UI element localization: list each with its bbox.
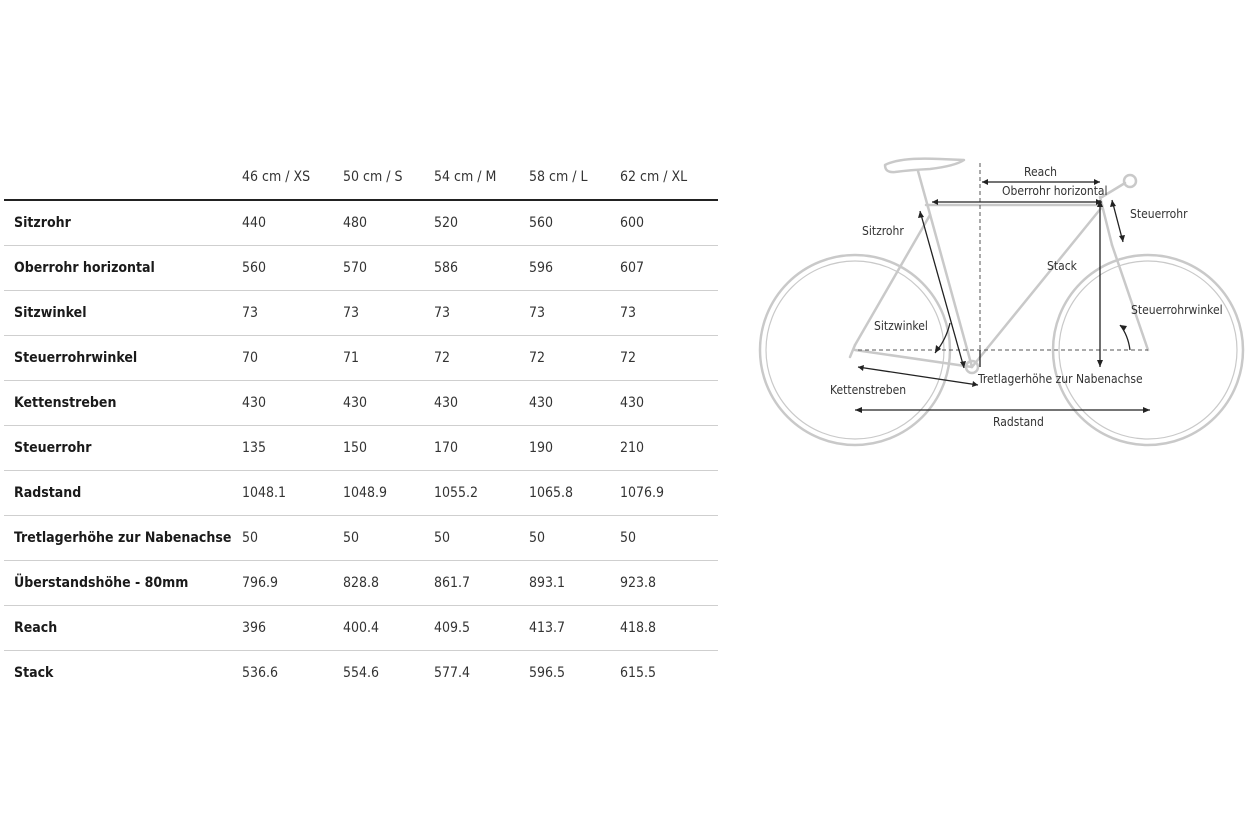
row-value: 1048.1: [242, 471, 343, 516]
row-value: 536.6: [242, 665, 279, 681]
geometry-table-header: [4, 155, 718, 200]
row-value: 135: [242, 426, 343, 471]
head-tube-arrow-bottom: [1119, 235, 1125, 242]
row-value: 50: [343, 516, 434, 561]
row-value: 607: [620, 246, 718, 291]
row-value: 50: [242, 516, 343, 561]
row-label: Sitzrohr: [4, 200, 242, 246]
row-value: 520: [434, 200, 529, 246]
head-tube-arrow-top: [1110, 200, 1116, 207]
saddle: [885, 159, 964, 173]
row-value: 1055.2: [434, 471, 529, 516]
row-value: 828.8: [343, 561, 434, 606]
row-value: 560: [529, 200, 620, 246]
table-row: [4, 606, 718, 651]
row-label: Kettenstreben: [4, 381, 242, 426]
label-stack: Stack: [1047, 259, 1077, 273]
row-value: 409.5: [434, 606, 529, 651]
header-empty-cell: [4, 155, 242, 200]
table-row: [4, 336, 718, 381]
table-row: [4, 561, 718, 606]
label-seat-angle: Sitzwinkel: [874, 319, 928, 333]
wheelbase-arrow-left: [855, 407, 862, 413]
row-value: 893.1: [529, 561, 620, 606]
row-label: Radstand: [4, 471, 242, 516]
header-size-l: 58 cm / L: [529, 155, 620, 200]
row-value: 73: [620, 291, 718, 336]
table-row: [4, 291, 718, 336]
table-row: [4, 651, 718, 696]
row-value: 70: [242, 336, 343, 381]
table-row: [4, 516, 718, 561]
row-value: 72: [434, 336, 529, 381]
row-label: Steuerrohr: [4, 426, 242, 471]
wheelbase-arrow-right: [1143, 407, 1150, 413]
row-value: 50: [620, 516, 718, 561]
row-value: 577.4: [434, 665, 471, 681]
label-head-tube: Steuerrohr: [1130, 207, 1188, 221]
label-chainstays: Kettenstreben: [830, 383, 907, 397]
row-value: 586: [434, 246, 529, 291]
geometry-table: [4, 155, 718, 695]
row-value: 50: [529, 516, 620, 561]
row-value: 596.5: [529, 665, 566, 681]
row-value: 480: [343, 200, 434, 246]
row-value: 570: [343, 246, 434, 291]
table-row: [4, 471, 718, 516]
down-tube: [972, 207, 1102, 367]
row-label: Sitzwinkel: [4, 291, 242, 336]
table-row: [4, 200, 718, 246]
chain-stay: [855, 350, 972, 367]
row-label: Reach: [4, 606, 242, 651]
row-label: Oberrohr horizontal: [4, 246, 242, 291]
row-value: 560: [242, 246, 343, 291]
row-value: 596: [529, 246, 620, 291]
table-header-row: [4, 155, 718, 200]
row-value: 430: [343, 381, 434, 426]
header-size-xs: 46 cm / XS: [242, 155, 343, 200]
row-value: 1048.9: [343, 471, 434, 516]
row-value: 72: [529, 336, 620, 381]
row-value: 73: [529, 291, 620, 336]
bike-geometry-diagram: [750, 145, 1260, 465]
header-size-xl: 62 cm / XL: [620, 155, 718, 200]
row-value: 73: [434, 291, 529, 336]
head-tube: [1100, 197, 1112, 245]
stack-arrow-bottom: [1097, 360, 1103, 367]
reach-arrow-left: [982, 179, 988, 185]
row-value: 1076.9: [620, 471, 718, 516]
row-value: 190: [529, 426, 620, 471]
row-label: Steuerrohrwinkel: [4, 336, 242, 381]
chainstay-arrow-left: [858, 365, 864, 371]
label-bb-drop: Tretlagerhöhe zur Nabenachse: [978, 372, 1143, 386]
row-label: Stack: [14, 665, 54, 681]
head-angle-arrow: [1120, 325, 1127, 331]
label-top-tube: Oberrohr horizontal: [1002, 184, 1108, 198]
table-row: [4, 426, 718, 471]
row-value: 72: [620, 336, 718, 381]
row-value: 413.7: [529, 606, 620, 651]
geometry-table-body: [4, 200, 718, 695]
row-value: 73: [343, 291, 434, 336]
row-value: 430: [242, 381, 343, 426]
label-reach: Reach: [1024, 165, 1057, 179]
table-row: [4, 246, 718, 291]
row-value: 600: [620, 200, 718, 246]
label-head-angle: Steuerrohrwinkel: [1131, 303, 1223, 317]
row-value: 210: [620, 426, 718, 471]
row-value: 396: [242, 606, 343, 651]
row-value: 861.7: [434, 561, 529, 606]
row-value: 50: [434, 516, 529, 561]
seatpost: [918, 171, 928, 207]
row-value: 150: [343, 426, 434, 471]
header-size-m: 54 cm / M: [434, 155, 529, 200]
row-value: 430: [620, 381, 718, 426]
row-label: Tretlagerhöhe zur Nabenachse: [4, 516, 242, 561]
row-value: 430: [434, 381, 529, 426]
row-value: 71: [343, 336, 434, 381]
label-wheelbase: Radstand: [993, 415, 1044, 429]
header-size-s: 50 cm / S: [343, 155, 434, 200]
row-value: 73: [242, 291, 343, 336]
seat-tube-dimension: [920, 211, 964, 368]
row-value: 418.8: [620, 606, 718, 651]
seat-tube-arrow-top: [918, 211, 924, 218]
table-row: [4, 381, 718, 426]
row-value: 923.8: [620, 561, 718, 606]
row-value: 440: [242, 200, 343, 246]
row-value: 1065.8: [529, 471, 620, 516]
row-label: Überstandshöhe - 80mm: [4, 561, 242, 606]
row-value: 615.5: [620, 665, 657, 681]
row-value: 796.9: [242, 561, 343, 606]
handlebar: [1124, 175, 1136, 187]
row-value: 430: [529, 381, 620, 426]
row-value: 170: [434, 426, 529, 471]
row-value: 400.4: [343, 606, 434, 651]
label-seat-tube: Sitzrohr: [862, 224, 904, 238]
row-value: 554.6: [343, 665, 380, 681]
